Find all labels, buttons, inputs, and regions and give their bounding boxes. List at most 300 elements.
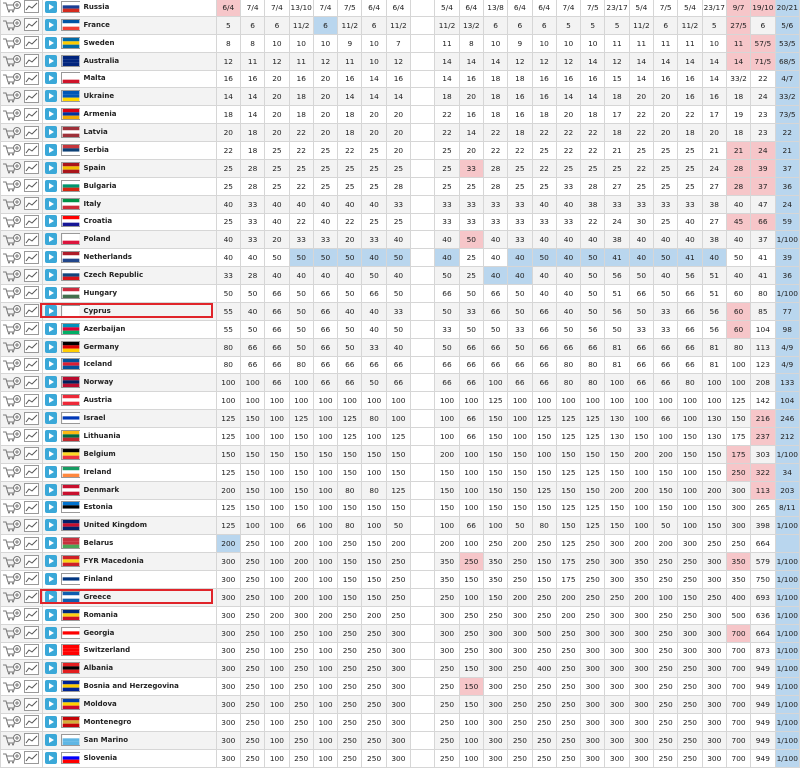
odds-cell[interactable]: 22 <box>435 106 459 124</box>
odds-cell[interactable]: 33 <box>678 195 702 213</box>
odds-cell[interactable]: 12 <box>386 52 410 70</box>
odds-cell[interactable]: 7/5 <box>338 0 362 16</box>
odds-cell[interactable]: 66 <box>483 338 507 356</box>
odds-cell[interactable]: 150 <box>289 499 313 517</box>
odds-cell[interactable]: 1/100 <box>775 696 800 714</box>
odds-cell[interactable]: 150 <box>702 517 726 535</box>
odds-cell[interactable]: 150 <box>483 588 507 606</box>
odds-cell[interactable]: 100 <box>459 731 483 749</box>
odds-cell[interactable]: 250 <box>678 606 702 624</box>
add-to-betslip-icon[interactable] <box>1 70 22 88</box>
odds-cell[interactable]: 80 <box>338 481 362 499</box>
odds-cell[interactable]: 100 <box>313 463 337 481</box>
chart-trend-icon[interactable] <box>22 106 42 124</box>
odds-cell[interactable]: 50 <box>265 249 289 267</box>
odds-cell[interactable]: 250 <box>435 678 459 696</box>
odds-cell[interactable]: 22 <box>338 213 362 231</box>
odds-cell[interactable]: 125 <box>556 499 580 517</box>
odds-cell[interactable]: 250 <box>678 731 702 749</box>
add-to-betslip-icon[interactable] <box>1 535 22 553</box>
odds-cell[interactable]: 56 <box>605 267 629 285</box>
odds-cell[interactable]: 150 <box>338 445 362 463</box>
odds-cell[interactable]: 250 <box>289 624 313 642</box>
odds-cell[interactable]: 50 <box>556 320 580 338</box>
odds-cell[interactable]: 50 <box>289 285 313 303</box>
odds-cell[interactable]: 50 <box>338 249 362 267</box>
odds-cell[interactable]: 7/4 <box>313 0 337 16</box>
odds-cell[interactable]: 300 <box>216 731 240 749</box>
odds-cell[interactable]: 14 <box>581 52 605 70</box>
odds-cell[interactable]: 6/4 <box>508 0 532 16</box>
odds-cell[interactable]: 25 <box>654 159 678 177</box>
odds-cell[interactable]: 250 <box>532 731 556 749</box>
odds-cell[interactable]: 11 <box>240 52 264 70</box>
play-icon[interactable] <box>42 660 59 678</box>
odds-cell[interactable]: 33 <box>508 231 532 249</box>
odds-cell[interactable]: 66 <box>313 356 337 374</box>
odds-cell[interactable]: 7/5 <box>581 0 605 16</box>
odds-cell[interactable]: 150 <box>678 588 702 606</box>
odds-cell[interactable]: 100 <box>678 463 702 481</box>
odds-cell[interactable]: 1/100 <box>775 749 800 767</box>
odds-cell[interactable]: 80 <box>678 374 702 392</box>
play-icon[interactable] <box>42 34 59 52</box>
odds-cell[interactable]: 21 <box>775 142 800 160</box>
odds-cell[interactable]: 20 <box>362 124 386 142</box>
odds-cell[interactable]: 25 <box>216 213 240 231</box>
odds-cell[interactable]: 50 <box>629 267 653 285</box>
odds-cell[interactable]: 66 <box>532 302 556 320</box>
odds-cell[interactable]: 150 <box>605 463 629 481</box>
odds-cell[interactable]: 104 <box>775 392 800 410</box>
odds-cell[interactable]: 25 <box>556 159 580 177</box>
odds-cell[interactable]: 125 <box>216 428 240 446</box>
odds-cell[interactable]: 250 <box>532 678 556 696</box>
odds-cell[interactable]: 200 <box>216 535 240 553</box>
odds-cell[interactable]: 41 <box>678 249 702 267</box>
odds-cell[interactable]: 10 <box>581 34 605 52</box>
add-to-betslip-icon[interactable] <box>1 231 22 249</box>
odds-cell[interactable]: 13/2 <box>459 16 483 34</box>
odds-cell[interactable]: 200 <box>362 606 386 624</box>
odds-cell[interactable]: 250 <box>508 731 532 749</box>
odds-cell[interactable]: 100 <box>362 392 386 410</box>
odds-cell[interactable]: 11/2 <box>386 16 410 34</box>
odds-cell[interactable]: 40 <box>362 320 386 338</box>
odds-cell[interactable]: 34 <box>775 463 800 481</box>
odds-cell[interactable]: 12 <box>216 52 240 70</box>
chart-trend-icon[interactable] <box>22 588 42 606</box>
odds-cell[interactable]: 949 <box>751 749 775 767</box>
odds-cell[interactable]: 150 <box>508 463 532 481</box>
odds-cell[interactable]: 40 <box>726 231 750 249</box>
chart-trend-icon[interactable] <box>22 660 42 678</box>
odds-cell[interactable]: 7/4 <box>265 0 289 16</box>
odds-cell[interactable]: 7 <box>386 34 410 52</box>
odds-cell[interactable]: 150 <box>313 445 337 463</box>
odds-cell[interactable]: 55 <box>216 302 240 320</box>
odds-cell[interactable]: 1/100 <box>775 231 800 249</box>
odds-cell[interactable]: 250 <box>556 642 580 660</box>
odds-cell[interactable]: 11 <box>289 52 313 70</box>
odds-cell[interactable]: 81 <box>702 356 726 374</box>
odds-cell[interactable]: 40 <box>313 267 337 285</box>
odds-cell[interactable]: 125 <box>216 410 240 428</box>
play-icon[interactable] <box>42 499 59 517</box>
odds-cell[interactable]: 10 <box>532 34 556 52</box>
odds-cell[interactable]: 25 <box>435 159 459 177</box>
odds-cell[interactable]: 300 <box>508 606 532 624</box>
odds-cell[interactable]: 16 <box>508 88 532 106</box>
odds-cell[interactable]: 300 <box>435 624 459 642</box>
odds-cell[interactable]: 250 <box>338 606 362 624</box>
odds-cell[interactable]: 150 <box>362 445 386 463</box>
odds-cell[interactable]: 6/4 <box>216 0 240 16</box>
odds-cell[interactable]: 100 <box>678 517 702 535</box>
play-icon[interactable] <box>42 16 59 34</box>
chart-trend-icon[interactable] <box>22 34 42 52</box>
odds-cell[interactable]: 40 <box>216 231 240 249</box>
odds-cell[interactable]: 11/2 <box>338 16 362 34</box>
odds-cell[interactable]: 300 <box>678 642 702 660</box>
odds-cell[interactable]: 16 <box>654 70 678 88</box>
odds-cell[interactable]: 66 <box>459 356 483 374</box>
odds-cell[interactable]: 33 <box>216 267 240 285</box>
odds-cell[interactable]: 150 <box>435 481 459 499</box>
odds-cell[interactable]: 20 <box>265 231 289 249</box>
odds-cell[interactable]: 300 <box>629 660 653 678</box>
chart-trend-icon[interactable] <box>22 231 42 249</box>
odds-cell[interactable]: 150 <box>605 499 629 517</box>
play-icon[interactable] <box>42 392 59 410</box>
odds-cell[interactable]: 12 <box>605 52 629 70</box>
odds-cell[interactable]: 50 <box>386 320 410 338</box>
odds-cell[interactable]: 16 <box>338 70 362 88</box>
odds-cell[interactable]: 250 <box>654 749 678 767</box>
odds-cell[interactable]: 250 <box>654 642 678 660</box>
odds-cell[interactable]: 250 <box>532 696 556 714</box>
chart-trend-icon[interactable] <box>22 731 42 749</box>
odds-cell[interactable]: 25 <box>338 159 362 177</box>
odds-cell[interactable]: 100 <box>678 410 702 428</box>
odds-cell[interactable]: 80 <box>289 356 313 374</box>
odds-cell[interactable]: 250 <box>289 749 313 767</box>
odds-cell[interactable]: 250 <box>459 642 483 660</box>
odds-cell[interactable]: 66 <box>313 338 337 356</box>
odds-cell[interactable]: 150 <box>532 553 556 571</box>
odds-cell[interactable]: 300 <box>386 714 410 732</box>
odds-cell[interactable]: 1/100 <box>775 624 800 642</box>
odds-cell[interactable]: 300 <box>629 714 653 732</box>
odds-cell[interactable]: 22 <box>483 142 507 160</box>
odds-cell[interactable]: 33 <box>362 231 386 249</box>
odds-cell[interactable]: 250 <box>386 571 410 589</box>
odds-cell[interactable]: 250 <box>240 749 264 767</box>
odds-cell[interactable]: 22 <box>483 124 507 142</box>
add-to-betslip-icon[interactable] <box>1 356 22 374</box>
odds-cell[interactable]: 150 <box>362 571 386 589</box>
odds-cell[interactable]: 150 <box>459 571 483 589</box>
odds-cell[interactable]: 20 <box>313 124 337 142</box>
odds-cell[interactable]: 66 <box>508 374 532 392</box>
odds-cell[interactable]: 18 <box>726 124 750 142</box>
odds-cell[interactable]: 113 <box>751 481 775 499</box>
odds-cell[interactable]: 25 <box>654 177 678 195</box>
odds-cell[interactable]: 300 <box>581 678 605 696</box>
odds-cell[interactable]: 39 <box>775 249 800 267</box>
odds-cell[interactable]: 250 <box>289 660 313 678</box>
odds-cell[interactable]: 66 <box>240 356 264 374</box>
odds-cell[interactable]: 300 <box>702 606 726 624</box>
odds-cell[interactable]: 100 <box>678 481 702 499</box>
odds-cell[interactable]: 18 <box>532 106 556 124</box>
odds-cell[interactable]: 5/4 <box>678 0 702 16</box>
odds-cell[interactable]: 125 <box>532 481 556 499</box>
odds-cell[interactable]: 50 <box>435 302 459 320</box>
odds-cell[interactable]: 100 <box>459 714 483 732</box>
odds-cell[interactable]: 700 <box>726 696 750 714</box>
odds-cell[interactable]: 16 <box>386 70 410 88</box>
odds-cell[interactable]: 300 <box>581 696 605 714</box>
odds-cell[interactable]: 22 <box>629 124 653 142</box>
odds-cell[interactable]: 66 <box>629 338 653 356</box>
odds-cell[interactable]: 150 <box>435 463 459 481</box>
odds-cell[interactable]: 80 <box>338 517 362 535</box>
odds-cell[interactable]: 33/2 <box>775 88 800 106</box>
odds-cell[interactable]: 16 <box>532 70 556 88</box>
odds-cell[interactable]: 25 <box>629 177 653 195</box>
odds-cell[interactable]: 28 <box>240 177 264 195</box>
odds-cell[interactable]: 40 <box>556 285 580 303</box>
odds-cell[interactable]: 250 <box>654 731 678 749</box>
odds-cell[interactable]: 33/2 <box>726 70 750 88</box>
odds-cell[interactable]: 66 <box>362 356 386 374</box>
odds-cell[interactable]: 250 <box>362 624 386 642</box>
odds-cell[interactable]: 40 <box>435 249 459 267</box>
odds-cell[interactable]: 50 <box>654 517 678 535</box>
odds-cell[interactable]: 125 <box>726 392 750 410</box>
chart-trend-icon[interactable] <box>22 0 42 16</box>
odds-cell[interactable]: 66 <box>313 320 337 338</box>
odds-cell[interactable]: 33 <box>459 213 483 231</box>
odds-cell[interactable]: 250 <box>654 571 678 589</box>
odds-cell[interactable]: 66 <box>313 374 337 392</box>
odds-cell[interactable]: 100 <box>313 571 337 589</box>
odds-cell[interactable]: 10 <box>313 34 337 52</box>
odds-cell[interactable]: 250 <box>289 714 313 732</box>
odds-cell[interactable]: 33 <box>240 231 264 249</box>
odds-cell[interactable]: 300 <box>386 642 410 660</box>
odds-cell[interactable]: 50 <box>338 285 362 303</box>
odds-cell[interactable]: 100 <box>313 517 337 535</box>
odds-cell[interactable]: 150 <box>459 660 483 678</box>
odds-cell[interactable]: 200 <box>556 606 580 624</box>
odds-cell[interactable]: 100 <box>240 374 264 392</box>
odds-cell[interactable]: 14 <box>362 70 386 88</box>
odds-cell[interactable]: 150 <box>483 463 507 481</box>
chart-trend-icon[interactable] <box>22 374 42 392</box>
odds-cell[interactable]: 40 <box>362 249 386 267</box>
odds-cell[interactable]: 100 <box>362 517 386 535</box>
odds-cell[interactable]: 125 <box>216 499 240 517</box>
odds-cell[interactable]: 50 <box>629 302 653 320</box>
odds-cell[interactable]: 200 <box>629 535 653 553</box>
odds-cell[interactable]: 66 <box>313 302 337 320</box>
odds-cell[interactable]: 150 <box>289 445 313 463</box>
odds-cell[interactable]: 33 <box>508 213 532 231</box>
odds-cell[interactable]: 250 <box>508 714 532 732</box>
odds-cell[interactable]: 300 <box>581 749 605 767</box>
odds-cell[interactable]: 40 <box>556 195 580 213</box>
odds-cell[interactable]: 40 <box>483 249 507 267</box>
odds-cell[interactable]: 300 <box>289 606 313 624</box>
odds-cell[interactable]: 14 <box>435 70 459 88</box>
odds-cell[interactable]: 300 <box>726 481 750 499</box>
odds-cell[interactable]: 150 <box>532 571 556 589</box>
odds-cell[interactable]: 66 <box>313 285 337 303</box>
odds-cell[interactable]: 100 <box>459 749 483 767</box>
odds-cell[interactable]: 250 <box>240 678 264 696</box>
odds-cell[interactable]: 300 <box>216 642 240 660</box>
odds-cell[interactable]: 150 <box>338 553 362 571</box>
odds-cell[interactable]: 150 <box>654 463 678 481</box>
odds-cell[interactable]: 8 <box>459 34 483 52</box>
odds-cell[interactable]: 25 <box>216 177 240 195</box>
odds-cell[interactable]: 56 <box>678 267 702 285</box>
odds-cell[interactable]: 20 <box>702 124 726 142</box>
odds-cell[interactable]: 9 <box>338 34 362 52</box>
odds-cell[interactable]: 300 <box>605 553 629 571</box>
odds-cell[interactable]: 100 <box>313 749 337 767</box>
play-icon[interactable] <box>42 410 59 428</box>
odds-cell[interactable]: 150 <box>459 696 483 714</box>
odds-cell[interactable]: 40 <box>726 267 750 285</box>
odds-cell[interactable]: 40 <box>654 231 678 249</box>
odds-cell[interactable]: 700 <box>726 731 750 749</box>
odds-cell[interactable]: 100 <box>654 588 678 606</box>
odds-cell[interactable]: 28 <box>240 267 264 285</box>
odds-cell[interactable]: 100 <box>459 392 483 410</box>
add-to-betslip-icon[interactable] <box>1 571 22 589</box>
odds-cell[interactable]: 40 <box>629 231 653 249</box>
play-icon[interactable] <box>42 571 59 589</box>
odds-cell[interactable]: 25 <box>338 177 362 195</box>
chart-trend-icon[interactable] <box>22 195 42 213</box>
odds-cell[interactable]: 150 <box>726 410 750 428</box>
odds-cell[interactable]: 300 <box>216 624 240 642</box>
odds-cell[interactable]: 1/100 <box>775 660 800 678</box>
odds-cell[interactable]: 6 <box>313 16 337 34</box>
odds-cell[interactable]: 7/5 <box>654 0 678 16</box>
odds-cell[interactable]: 700 <box>726 642 750 660</box>
odds-cell[interactable]: 300 <box>605 696 629 714</box>
odds-cell[interactable]: 250 <box>459 553 483 571</box>
odds-cell[interactable]: 16 <box>216 70 240 88</box>
odds-cell[interactable]: 150 <box>508 481 532 499</box>
odds-cell[interactable]: 664 <box>751 624 775 642</box>
odds-cell[interactable]: 150 <box>362 499 386 517</box>
odds-cell[interactable]: 25 <box>386 159 410 177</box>
odds-cell[interactable]: 80 <box>216 338 240 356</box>
odds-cell[interactable]: 40 <box>313 213 337 231</box>
odds-cell[interactable]: 150 <box>240 499 264 517</box>
odds-cell[interactable]: 300 <box>605 606 629 624</box>
odds-cell[interactable]: 150 <box>581 481 605 499</box>
odds-cell[interactable]: 150 <box>265 445 289 463</box>
odds-cell[interactable]: 16 <box>678 70 702 88</box>
odds-cell[interactable]: 100 <box>459 535 483 553</box>
odds-cell[interactable]: 250 <box>240 571 264 589</box>
odds-cell[interactable]: 100 <box>654 392 678 410</box>
odds-cell[interactable]: 150 <box>483 481 507 499</box>
odds-cell[interactable]: 33 <box>240 213 264 231</box>
odds-cell[interactable]: 150 <box>532 499 556 517</box>
odds-cell[interactable]: 14 <box>362 88 386 106</box>
odds-cell[interactable]: 10 <box>556 34 580 52</box>
odds-cell[interactable]: 250 <box>654 606 678 624</box>
odds-cell[interactable]: 66 <box>483 302 507 320</box>
odds-cell[interactable]: 37 <box>751 231 775 249</box>
odds-cell[interactable]: 300 <box>581 624 605 642</box>
add-to-betslip-icon[interactable] <box>1 696 22 714</box>
odds-cell[interactable]: 66 <box>654 374 678 392</box>
odds-cell[interactable]: 100 <box>265 392 289 410</box>
odds-cell[interactable]: 14 <box>338 88 362 106</box>
odds-cell[interactable]: 949 <box>751 714 775 732</box>
odds-cell[interactable]: 300 <box>483 624 507 642</box>
odds-cell[interactable]: 250 <box>240 714 264 732</box>
chart-trend-icon[interactable] <box>22 445 42 463</box>
odds-cell[interactable]: 300 <box>216 660 240 678</box>
odds-cell[interactable]: 300 <box>216 553 240 571</box>
play-icon[interactable] <box>42 481 59 499</box>
odds-cell[interactable]: 100 <box>556 392 580 410</box>
odds-cell[interactable]: 38 <box>581 195 605 213</box>
chart-trend-icon[interactable] <box>22 285 42 303</box>
odds-cell[interactable]: 20 <box>265 88 289 106</box>
odds-cell[interactable]: 300 <box>386 749 410 767</box>
odds-cell[interactable]: 33 <box>483 195 507 213</box>
odds-cell[interactable]: 28 <box>240 159 264 177</box>
odds-cell[interactable]: 33 <box>459 159 483 177</box>
odds-cell[interactable]: 20 <box>313 88 337 106</box>
odds-cell[interactable]: 56 <box>702 320 726 338</box>
odds-cell[interactable]: 47 <box>751 195 775 213</box>
odds-cell[interactable]: 18 <box>508 124 532 142</box>
odds-cell[interactable]: 40 <box>386 338 410 356</box>
add-to-betslip-icon[interactable] <box>1 463 22 481</box>
odds-cell[interactable]: 150 <box>362 535 386 553</box>
odds-cell[interactable]: 100 <box>435 410 459 428</box>
play-icon[interactable] <box>42 606 59 624</box>
odds-cell[interactable]: 14 <box>386 88 410 106</box>
odds-cell[interactable]: 150 <box>605 517 629 535</box>
odds-cell[interactable]: 100 <box>435 428 459 446</box>
odds-cell[interactable]: 11 <box>654 34 678 52</box>
odds-cell[interactable]: 18 <box>338 124 362 142</box>
odds-cell[interactable]: 100 <box>313 553 337 571</box>
odds-cell[interactable]: 300 <box>386 731 410 749</box>
play-icon[interactable] <box>42 642 59 660</box>
odds-cell[interactable]: 40 <box>508 267 532 285</box>
odds-cell[interactable]: 53/5 <box>775 34 800 52</box>
odds-cell[interactable]: 130 <box>702 410 726 428</box>
odds-cell[interactable]: 28 <box>581 177 605 195</box>
odds-cell[interactable]: 18 <box>240 124 264 142</box>
odds-cell[interactable]: 100 <box>338 392 362 410</box>
odds-cell[interactable]: 22 <box>289 213 313 231</box>
odds-cell[interactable]: 150 <box>338 499 362 517</box>
